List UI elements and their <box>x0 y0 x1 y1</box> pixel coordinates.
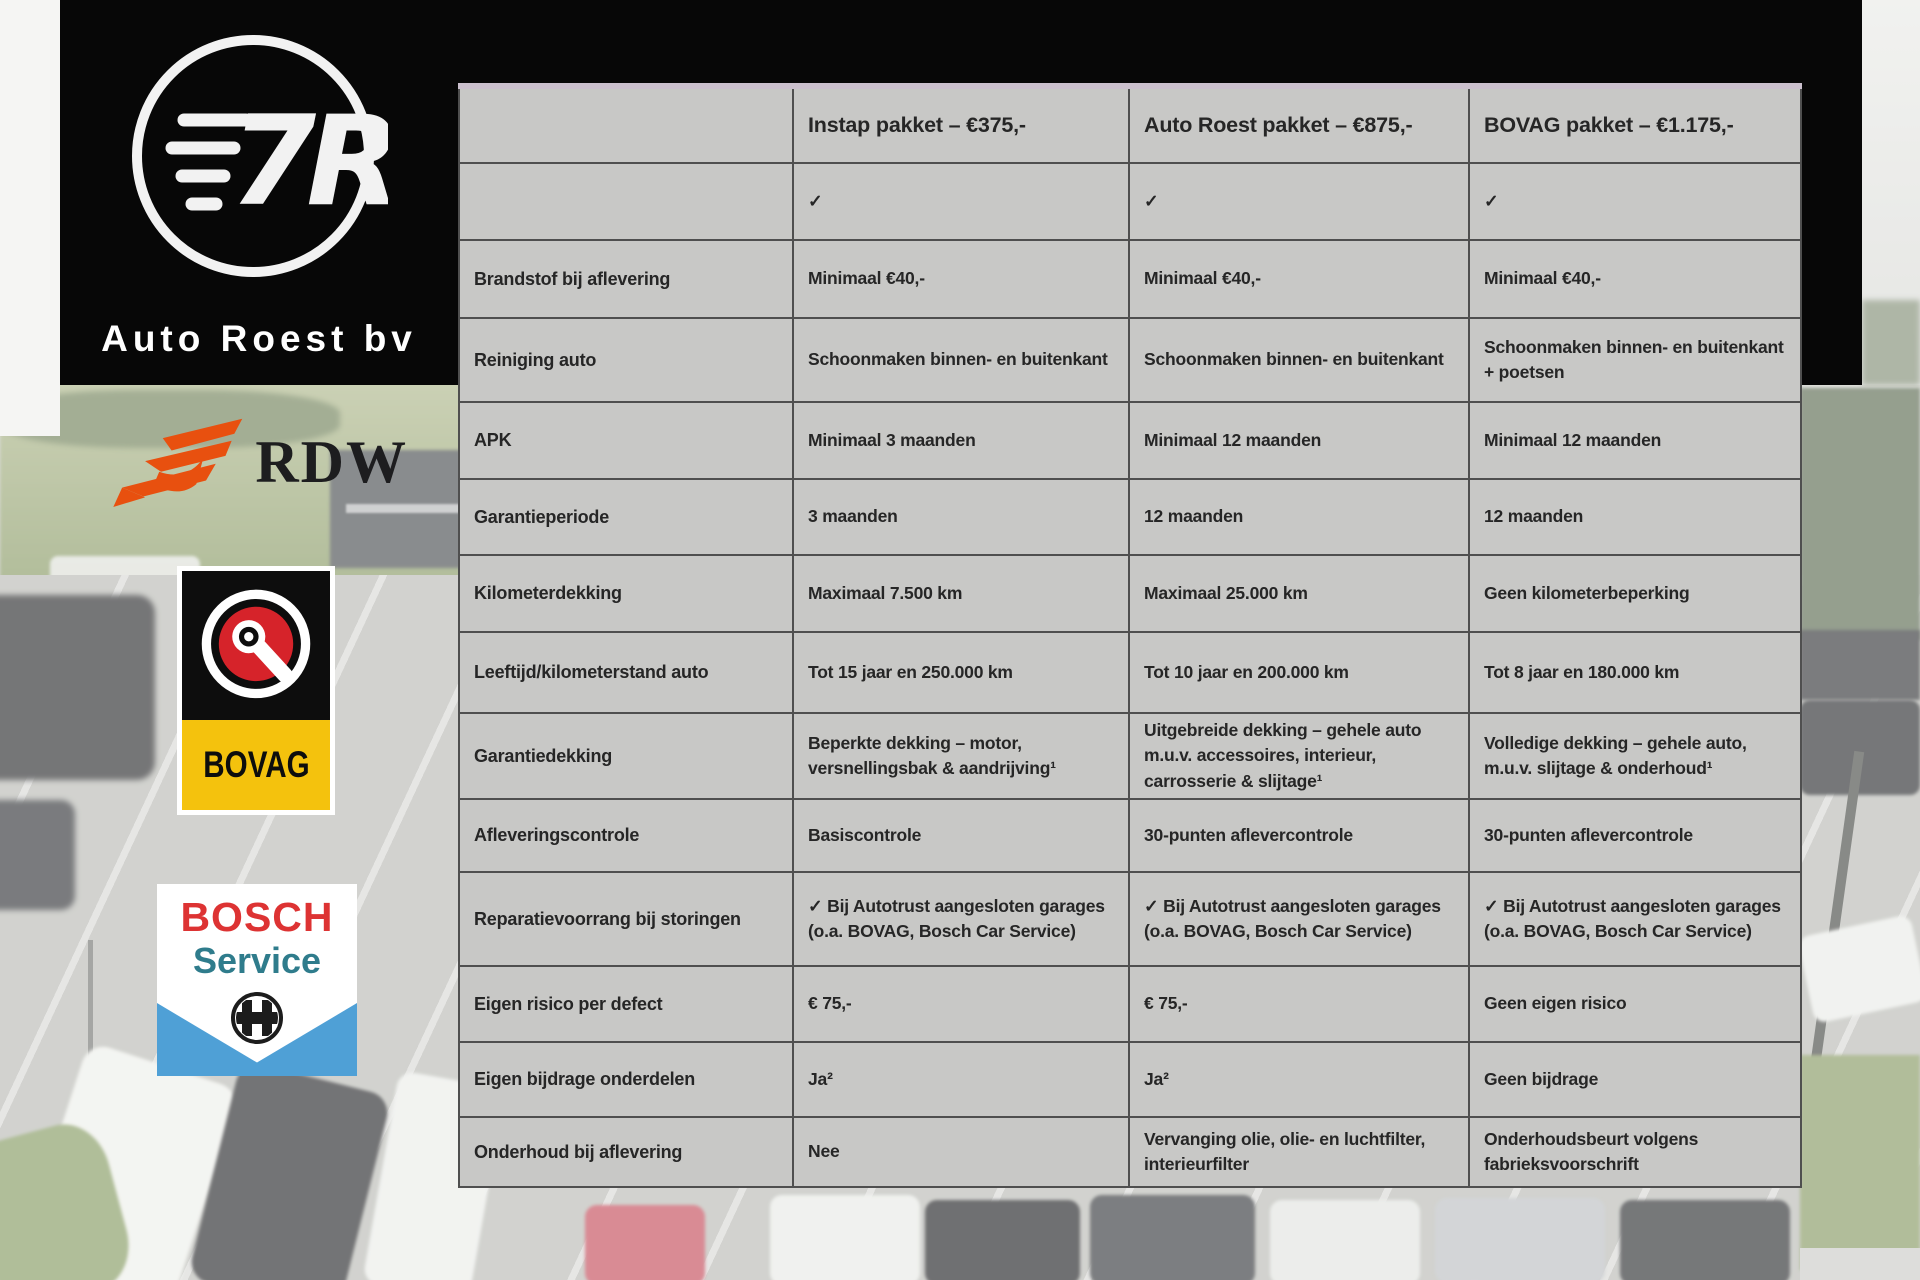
row-label <box>460 164 794 241</box>
table-cell: 3 maanden <box>794 480 1130 556</box>
table-cell: Basiscontrole <box>794 800 1130 873</box>
table-cell: Minimaal 12 maanden <box>1130 403 1470 480</box>
table-cell: Geen kilometerbeperking <box>1470 556 1802 633</box>
table-cell: Onderhoudsbeurt volgens fabrieksvoorschrift <box>1470 1118 1802 1188</box>
row-label: Reparatievoorrang bij storingen <box>460 873 794 967</box>
table-cell: Volledige dekking – gehele auto, m.u.v. slijtage & onderhoud¹ <box>1470 714 1802 800</box>
table-cell: 12 maanden <box>1470 480 1802 556</box>
table-cell: Schoonmaken binnen- en buitenkant <box>794 319 1130 403</box>
table-cell: Tot 15 jaar en 250.000 km <box>794 633 1130 714</box>
table-cell: ✓ <box>1470 164 1802 241</box>
bovag-banner <box>182 720 330 810</box>
row-label: Garantieperiode <box>460 480 794 556</box>
row-label: Eigen risico per defect <box>460 967 794 1043</box>
column-header: Instap pakket – €375,- <box>794 89 1130 164</box>
row-label: Garantiedekking <box>460 714 794 800</box>
rdw-logo <box>108 412 408 512</box>
table-cell: ✓ Bij Autotrust aangesloten garages (o.a. BOVAG, Bosch Car Service) <box>1130 873 1470 967</box>
rdw-logo-text: RDW <box>255 428 408 495</box>
auto-roest-logo <box>118 28 388 290</box>
bovag-logo <box>177 566 335 815</box>
table-cell: ✓ <box>794 164 1130 241</box>
table-cell: 30-punten aflevercontrole <box>1470 800 1802 873</box>
bosch-armature-icon <box>227 988 287 1048</box>
corner-cell <box>460 89 794 164</box>
table-cell: € 75,- <box>1130 967 1470 1043</box>
table-cell: 30-punten aflevercontrole <box>1130 800 1470 873</box>
table-cell: Minimaal 3 maanden <box>794 403 1130 480</box>
table-cell: ✓ <box>1130 164 1470 241</box>
bovag-logo-text: BOVAG <box>202 744 310 785</box>
table-cell: Beperkte dekking – motor, versnellingsbak & aandrijving¹ <box>794 714 1130 800</box>
row-label: Reiniging auto <box>460 319 794 403</box>
row-label: APK <box>460 403 794 480</box>
row-label: Afleveringscontrole <box>460 800 794 873</box>
row-label: Brandstof bij aflevering <box>460 241 794 319</box>
table-cell: Minimaal €40,- <box>1470 241 1802 319</box>
table-cell: 12 maanden <box>1130 480 1470 556</box>
bovag-wrench-icon <box>194 584 318 708</box>
table-cell: Vervanging olie, olie- en luchtfilter, interieurfilter <box>1130 1118 1470 1188</box>
table-cell: Ja² <box>1130 1043 1470 1118</box>
table-cell: Minimaal €40,- <box>1130 241 1470 319</box>
row-label: Onderhoud bij aflevering <box>460 1118 794 1188</box>
table-cell: Tot 10 jaar en 200.000 km <box>1130 633 1470 714</box>
table-cell: Maximaal 7.500 km <box>794 556 1130 633</box>
table-cell: Uitgebreide dekking – gehele auto m.u.v. accessoires, interieur, carrosserie & slijtage¹ <box>1130 714 1470 800</box>
table-cell: Schoonmaken binnen- en buitenkant <box>1130 319 1470 403</box>
bovag-emblem <box>182 571 330 720</box>
left-white-strip <box>0 0 60 436</box>
column-header: BOVAG pakket – €1.175,- <box>1470 89 1802 164</box>
table-cell: € 75,- <box>794 967 1130 1043</box>
column-header: Auto Roest pakket – €875,- <box>1130 89 1470 164</box>
svg-text:7R: 7R <box>230 90 388 234</box>
table-cell: Minimaal €40,- <box>794 241 1130 319</box>
table-cell: Ja² <box>794 1043 1130 1118</box>
table-cell: Schoonmaken binnen- en buitenkant + poetsen <box>1470 319 1802 403</box>
table-cell: Geen eigen risico <box>1470 967 1802 1043</box>
table-cell: Tot 8 jaar en 180.000 km <box>1470 633 1802 714</box>
table-cell: ✓ Bij Autotrust aangesloten garages (o.a. BOVAG, Bosch Car Service) <box>794 873 1130 967</box>
company-name: Auto Roest bv <box>101 318 417 359</box>
bosch-service-text: Service <box>192 940 322 981</box>
table-cell: Geen bijdrage <box>1470 1043 1802 1118</box>
bosch-service-logo <box>157 884 357 1076</box>
rdw-wing-icon <box>108 410 249 514</box>
packages-table <box>458 89 1802 1188</box>
auto-roest-monogram <box>118 28 388 290</box>
row-label: Eigen bijdrage onderdelen <box>460 1043 794 1118</box>
bosch-logo-text: BOSCH <box>180 894 334 940</box>
table-cell: Nee <box>794 1118 1130 1188</box>
row-label: Kilometerdekking <box>460 556 794 633</box>
row-label: Leeftijd/kilometerstand auto <box>460 633 794 714</box>
table-cell: Maximaal 25.000 km <box>1130 556 1470 633</box>
table-cell: Minimaal 12 maanden <box>1470 403 1802 480</box>
table-cell: ✓ Bij Autotrust aangesloten garages (o.a. BOVAG, Bosch Car Service) <box>1470 873 1802 967</box>
packages-table-wrap <box>458 83 1802 1188</box>
